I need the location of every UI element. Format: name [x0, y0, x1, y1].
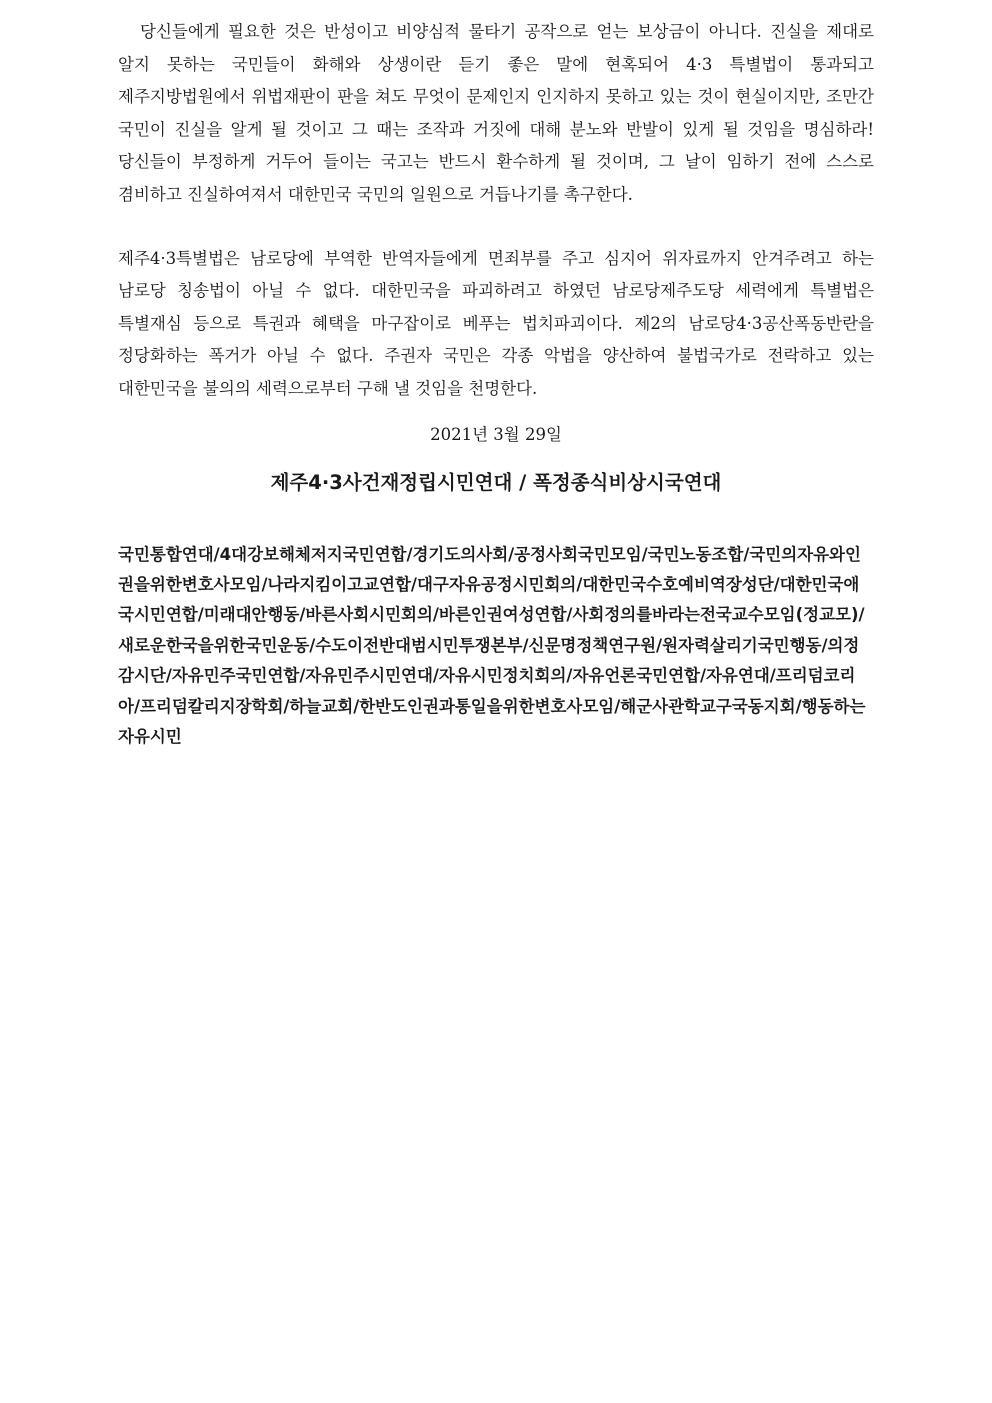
statement-paragraph-1: 당신들에게 필요한 것은 반성이고 비양심적 물타기 공작으로 얻는 보상금이 아니다. 진실을 제대로 알지 못하는 국민들이 화해와 상생이란 듣기 좋은 말에 현혹되어 4·3 특별법이 통과되고 제주지방법원에서 위법재판이 판을 쳐도 무엇이 문제인지 인지하지 못하고 있는 것이 현실이지만, 조만간 국민이 진실을 알게 될 것이고 그 때는 조작과 거짓에 대해 분노와 반발이 있게 될 것임을 명심하라! 당신들이 부정하게 거두어 들이는 국고는 반드시 환수하게 될 것이며, 그 날이 임하기 전에 스스로 겸비하고 진실하여져서 대한민국 국민의 일원으로 거듭나기를 촉구한다.: [118, 22, 874, 204]
statement-paragraph-2: 제주4·3특별법은 남로당에 부역한 반역자들에게 면죄부를 주고 심지어 위자료까지 안겨주려고 하는 남로당 칭송법이 아닐 수 없다. 대한민국을 파괴하려고 하였던 남로당제주도당 세력에게 특별법은 특별재심 등으로 특권과 혜택을 마구잡이로 베푸는 법치파괴이다. 제2의 남로당4·3공산폭동반란을 정당화하는 폭거가 아닐 수 없다. 주권자 국민은 각종 악법을 양산하여 불법국가로 전락하고 있는 대한민국을 불의의 세력으로부터 구해 낼 것임을 천명한다.: [118, 248, 874, 398]
statement-date: 2021년 3월 29일: [430, 424, 562, 444]
signatory-organizations: 제주4·3사건재정립시민연대 / 폭정종식비상시국연대: [270, 470, 722, 494]
document-page: [118, 16, 874, 752]
member-organizations-list: 국민통합연대/4대강보해체저지국민연합/경기도의사회/공정사회국민모임/국민노동조합/국민의자유와인권을위한변호사모임/나라지킴이고교연합/대구자유공정시민회의/대한민국수호예비역장성단/대한민국애국시민연합/미래대안행동/바른사회시민회의/바른인권여성연합/사회정의를바라는전국교수모임(정교모)/새로운한국을위한국민운동/수도이전반대범시민투쟁본부/신문명정책연구원/원자력살리기국민행동/의정감시단/자유민주국민연합/자유민주시민연대/자유시민정치회의/자유언론국민연합/자유연대/프리덤코리아/프리덤칼리지장학회/하늘교회/한반도인권과통일을위한변호사모임/해군사관학교구국동지회/행동하는자유시민: [118, 544, 866, 746]
